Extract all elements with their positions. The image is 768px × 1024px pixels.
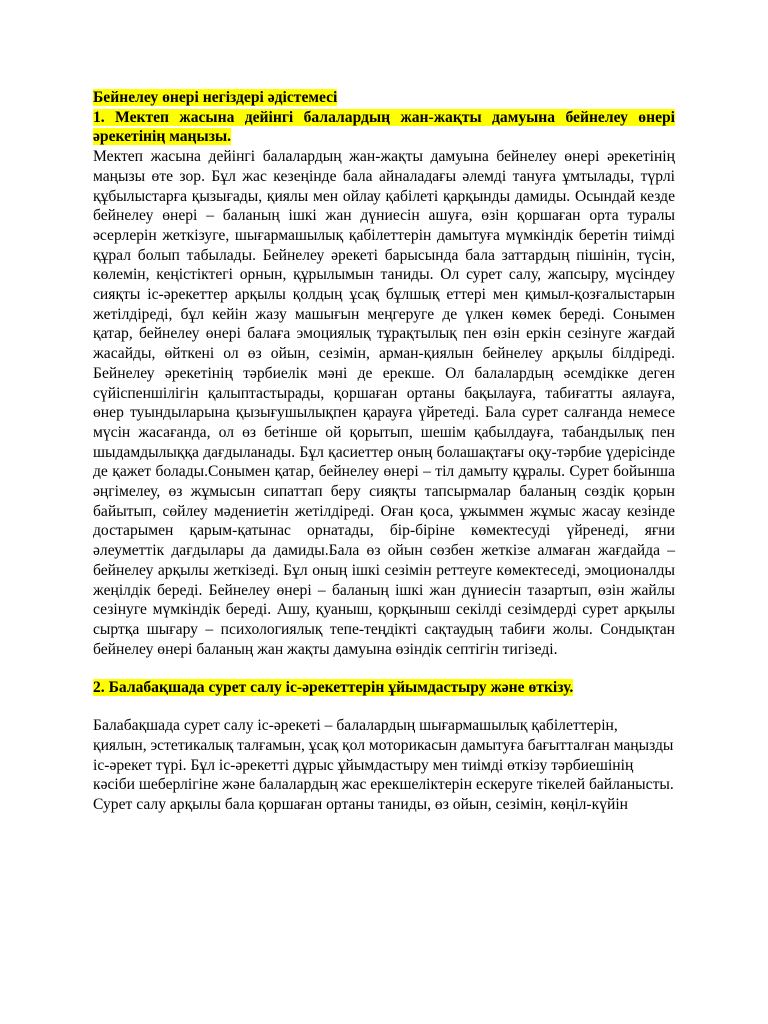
document-title: Бейнелеу өнері негіздері әдістемесі [93,89,338,106]
section-1-title: 1. Мектеп жасына дейінгі балалардың жан-жақты дамуына бейнелеу өнері әрекетінің маңызы. [93,108,675,146]
document-heading [93,88,675,108]
section-2-heading [93,678,675,698]
section-1-body: Мектеп жасына дейінгі балалардың жан-жақты дамуына бейнелеу өнері әрекетінің маңызы өте зор. Бұл жас кезеңінде бала айналадағы әлемді тануға ұмтылады, түрлі құбылыстарға қызығады, қиялы мен ойлау қабілеті қарқынды дамиды. Осындай кезде бейнелеу өнері – баланың ішкі жан дүниесін ашуға, өзін қоршаған орта туралы әсерлерін жеткізуге, шығармашылық қабілеттерін дамытуға мүмкіндік беретін тиімді құрал болып табылады. Бейнелеу әрекеті барысында бала заттардың пішінін, түсін, көлемін, кеңістіктегі орнын, құрылымын таниды. Ол сурет салу, жапсыру, мүсіндеу сияқты іс-әрекеттер арқылы қолдың ұсақ бұлшық еттері мен қимыл-қозғалыстарын жетілдіреді, бұл кейін жазу машығын меңгеруге де үлкен көмек береді. Сонымен қатар, бейнелеу өнері балаға эмоциялық тұрақтылық пен өзін еркін сезінуге жағдай жасайды, өйткені ол өз ойын, сезімін, арман-қиялын бейнелеу арқылы білдіреді. Бейнелеу әрекетінің тәрбиелік мәні де ерекше. Ол балалардың әсемдікке деген сүйіспеншілігін қалыптастырады, қоршаған ортаны бақылауға, табиғатты аялауға, өнер туындыларына қызығушылықпен қарауға үйретеді. Бала сурет салғанда немесе мүсін жасағанда, ол өз бетінше ой қорытып, шешім қабылдауға, табандылық пен шыдамдылыққа дағдыланады. Бұл қасиеттер оның болашақтағы оқу-тәрбие үдерісінде де қажет болады.Сонымен қатар, бейнелеу өнері – тіл дамыту құралы. Сурет бойынша әңгімелеу, өз жұмысын сипаттап беру сияқты тапсырмалар баланың сөздік қорын байытып, сөйлеу мәдениетін жетілдіреді. Оған қоса, ұжыммен жұмыс жасау кезінде достарымен қарым-қатынас орнатады, бір-біріне көмектесуді үйренеді, яғни әлеуметтік дағдылары да дамиды.Бала өз ойын сөзбен жеткізе алмаған жағдайда – бейнелеу арқылы жеткізеді. Бұл оның ішкі сезімін реттеуге көмектеседі, эмоционалды жеңілдік береді. Бейнелеу өнері – баланың ішкі жан дүниесін тазартып, өзін жайлы сезінуге мүмкіндік береді. Ашу, қуаныш, қорқыныш секілді сезімдерді сурет арқылы сыртқа шығару – психологиялық тепе-теңдікті сақтаудың табиғи жолы. Сондықтан бейнелеу өнері баланың жан жақты дамуына өзіндік септігін тигізеді. [93,148,675,658]
section-2-body: Балабақшада сурет салу іс-әрекеті – балалардың шығармашылық қабілеттерін, қиялын, эстетикалық талғамын, ұсақ қол моторикасын дамытуға бағытталған маңызды іс-әрекет түрі. Бұл іс-әрекетті дұрыс ұйымдастыру мен тиімді өткізу тәрбиешінің кәсіби шеберлігіне және балалардың жас ерекшеліктерін ескеруге тікелей байланысты. Сурет салу арқылы бала қоршаған ортаны таниды, өз ойын, сезімін, көңіл-күйін [93,717,674,813]
document-page [93,88,675,815]
section-1-heading [93,108,675,147]
section-2-title: 2. Балабақшада сурет салу іс-әрекеттерін ұйымдастыру және өткізу. [93,679,574,697]
